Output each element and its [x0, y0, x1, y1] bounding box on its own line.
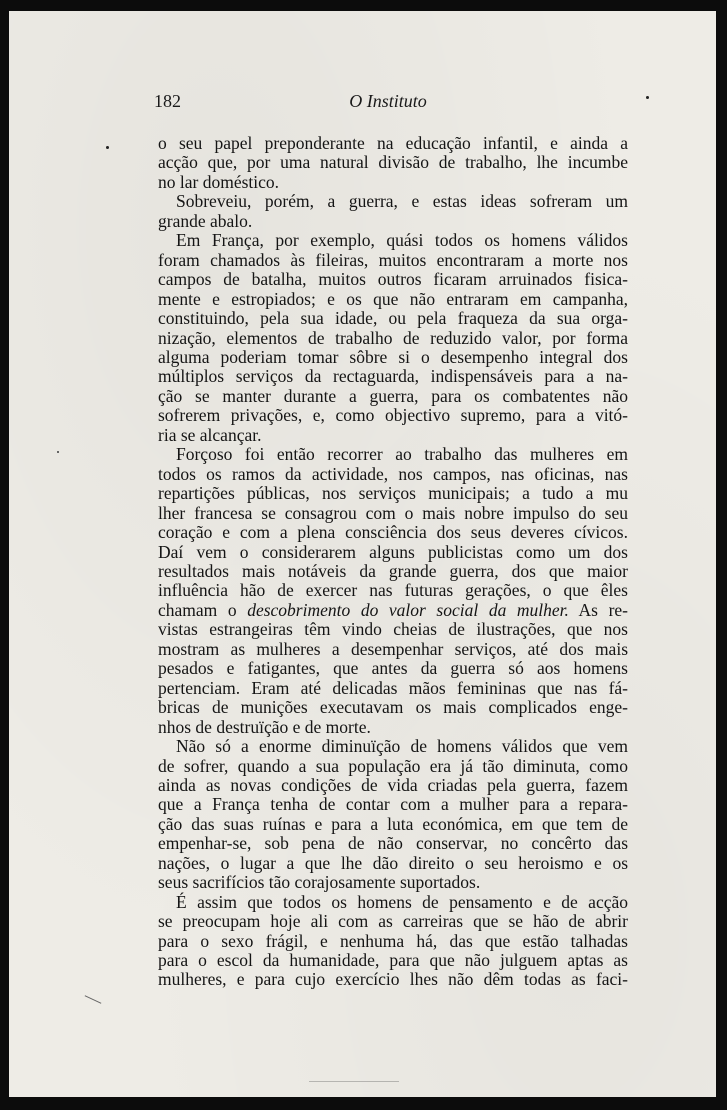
text-run: ria se alcançar. — [158, 424, 262, 445]
text-run: se preocupam hoje ali com as carreiras que se hão de abrir — [158, 911, 628, 932]
text-run: ainda as novas condições de vida criadas pela guerra, fazem — [158, 774, 628, 795]
text-line — [158, 309, 628, 328]
text-run: É assim que todos os homens de pensamento e de acção — [176, 891, 628, 912]
speck — [106, 146, 109, 149]
text-run: mulheres, e para cujo exercício lhes não dêm todas as faci- — [158, 969, 628, 990]
text-run: repartições públicas, nos serviços municipais; a tudo a mu — [158, 483, 628, 504]
text-run: resultados mais notáveis da grande guerra, dos que maior — [158, 560, 628, 581]
text-run: Em França, por exemplo, quási todos os homens válidos — [176, 230, 628, 251]
text-line — [158, 581, 628, 600]
text-run: grande abalo. — [158, 210, 253, 231]
text-run: Não só a enorme diminuïção de homens válidos que vem — [176, 736, 628, 757]
text-line — [158, 562, 628, 581]
text-run: influência hão de exercer nas futuras gerações, o que êles — [158, 580, 628, 601]
text-line — [158, 173, 628, 192]
text-line — [158, 212, 628, 231]
text-line — [158, 445, 628, 464]
text-line — [158, 290, 628, 309]
text-line — [158, 873, 628, 892]
text-line — [158, 912, 628, 931]
text-run: todos os ramos da actividade, nos campos, nas oficinas, nas — [158, 463, 628, 484]
text-run: bricas de munições executavam os mais complicados enge- — [158, 697, 628, 718]
text-run: Forçoso foi então recorrer ao trabalho das mulheres em — [176, 444, 628, 465]
text-line — [158, 679, 628, 698]
text-line — [158, 484, 628, 503]
text-run: pertenciam. Eram até delicadas mãos femininas que nas fá- — [158, 677, 628, 698]
text-line — [158, 834, 628, 853]
text-line — [158, 367, 628, 386]
text-run: pesados e fatigantes, que antes da guerra só aos homens — [158, 658, 628, 679]
text-run: nhos de destruïção e de morte. — [158, 716, 371, 737]
text-run: nização, elementos de trabalho de reduzido valor, por forma — [158, 327, 628, 348]
text-run: no lar doméstico. — [158, 171, 280, 192]
text-line — [158, 932, 628, 951]
text-run: para o sexo frágil, e nenhuma há, das que estão talhadas — [158, 930, 628, 951]
text-line — [158, 134, 628, 153]
text-line — [158, 192, 628, 211]
text-run: ção se manter durante a guerra, para os combatentes não — [158, 385, 628, 406]
body-text — [158, 134, 628, 990]
text-run: lher francesa se consagrou com o mais nobre impulso do seu — [158, 502, 628, 523]
text-line — [158, 426, 628, 445]
text-line — [158, 659, 628, 678]
text-line — [158, 620, 628, 639]
text-line — [158, 251, 628, 270]
page-header — [148, 91, 628, 115]
text-line — [158, 153, 628, 172]
italic-text-run: descobrimento do valor social da mulher. — [247, 599, 569, 620]
text-line — [158, 348, 628, 367]
text-line — [158, 406, 628, 425]
text-run: Daí vem o considerarem alguns publicistas como um dos — [158, 541, 628, 562]
text-run: seus sacrifícios tão corajosamente suportados. — [158, 872, 481, 893]
text-run: sofrerem privações, e, como objectivo supremo, para a vitó- — [158, 405, 628, 426]
text-line — [158, 698, 628, 717]
text-run: nações, o lugar a que lhe dão direito o seu heroismo e os — [158, 852, 628, 873]
text-run: que a França tenha de contar com a mulher para a repara- — [158, 794, 628, 815]
text-run: mostram as mulheres a desempenhar serviços, até dos mais — [158, 638, 628, 659]
text-line — [158, 737, 628, 756]
text-line — [158, 640, 628, 659]
text-run: campos de batalha, muitos outros ficaram arruinados fisica- — [158, 269, 628, 290]
text-run: coração e com a plena consciência dos seus deveres cívicos. — [158, 522, 628, 543]
text-line — [158, 970, 628, 989]
scan-mark — [309, 1081, 399, 1082]
text-run: acção que, por uma natural divisão de trabalho, lhe incumbe — [158, 152, 628, 173]
text-line — [158, 504, 628, 523]
text-run: empenhar-se, sob pena de não conservar, no concêrto das — [158, 833, 628, 854]
text-run: vistas estrangeiras têm vindo cheias de ilustrações, que nos — [158, 619, 628, 640]
text-run: As re- — [568, 599, 628, 620]
text-line — [158, 854, 628, 873]
text-line — [158, 795, 628, 814]
text-line — [158, 387, 628, 406]
text-line — [158, 465, 628, 484]
running-title: O Instituto — [349, 91, 427, 111]
text-line — [158, 893, 628, 912]
text-line — [158, 543, 628, 562]
text-run: múltiplos serviços da rectaguarda, indispensáveis para a na- — [158, 366, 628, 387]
text-run: chamam o — [158, 599, 248, 620]
text-line — [158, 270, 628, 289]
scan-mark — [85, 995, 102, 1004]
text-line — [158, 757, 628, 776]
text-run: o seu papel preponderante na educação infantil, e ainda a — [158, 133, 628, 153]
text-run: constituindo, pela sua idade, ou pela fraqueza da sua orga- — [158, 308, 628, 329]
text-run: para o escol da humanidade, para que não julguem aptas as — [158, 950, 628, 971]
text-line — [158, 776, 628, 795]
text-run: mente e estropiados; e os que não entraram em campanha, — [158, 288, 628, 309]
scan-mark — [57, 451, 59, 453]
page-number: 182 — [154, 91, 181, 111]
text-line — [158, 718, 628, 737]
text-line — [158, 329, 628, 348]
text-line — [158, 231, 628, 250]
text-run: ção das suas ruínas e para a luta económica, em que tem de — [158, 813, 628, 834]
text-run: de sofrer, quando a sua população era já tão diminuta, como — [158, 755, 628, 776]
text-run: Sobreveiu, porém, a guerra, e estas ideas sofreram um — [176, 191, 628, 212]
text-run: alguma poderiam tomar sôbre si o desempenho integral dos — [158, 346, 628, 367]
text-line — [158, 523, 628, 542]
text-line — [158, 815, 628, 834]
text-line — [158, 951, 628, 970]
speck — [646, 96, 649, 99]
text-line — [158, 601, 628, 620]
text-run: foram chamados às fileiras, muitos encontraram a morte nos — [158, 249, 628, 270]
